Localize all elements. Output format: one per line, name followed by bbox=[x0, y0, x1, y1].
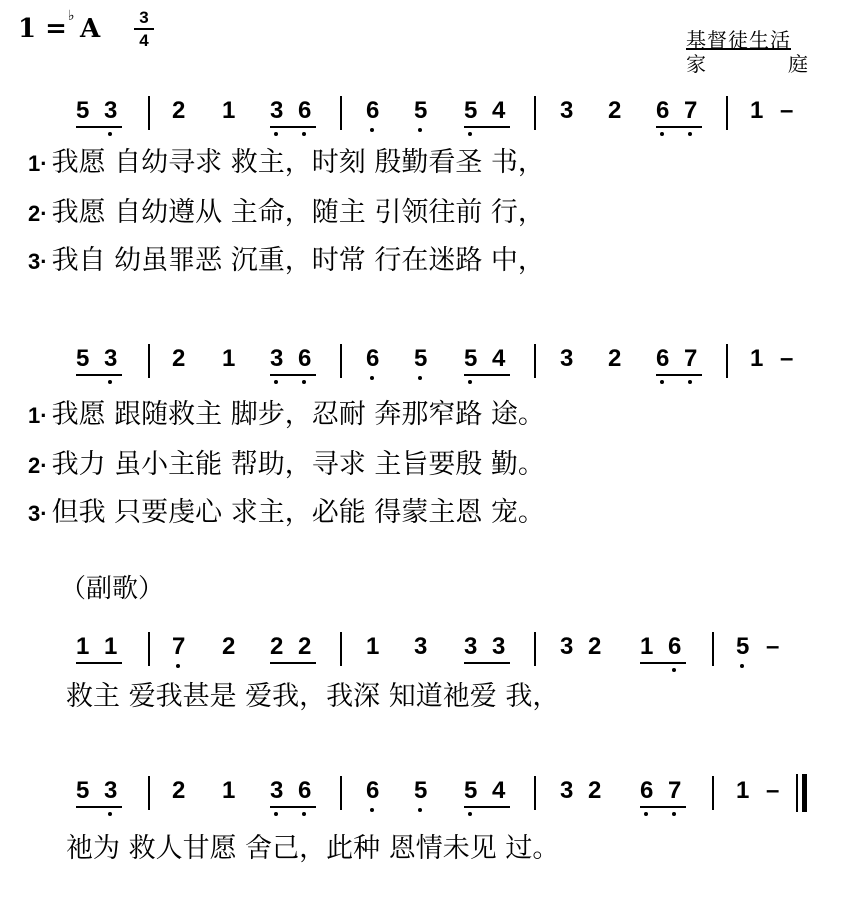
note: 3 bbox=[560, 633, 574, 660]
note: 5 bbox=[414, 345, 428, 372]
bar-line bbox=[534, 96, 536, 130]
lyric-text: 我愿 自幼遵从 主命，随主 引领往前 行， bbox=[51, 197, 545, 228]
bar-line bbox=[534, 344, 536, 378]
low-dot bbox=[644, 812, 648, 816]
note: 2 bbox=[172, 777, 186, 804]
note: 7 bbox=[684, 97, 698, 124]
beam bbox=[76, 806, 122, 808]
time-divider bbox=[134, 28, 154, 30]
music-line-2 bbox=[0, 344, 846, 384]
low-dot bbox=[370, 128, 374, 132]
note: 6 bbox=[656, 97, 670, 124]
dash: – bbox=[780, 97, 794, 124]
low-dot bbox=[660, 380, 664, 384]
note: 5 bbox=[76, 345, 90, 372]
note: 3 bbox=[560, 97, 574, 124]
note: 2 bbox=[172, 97, 186, 124]
source-title: 基督徒生活 bbox=[686, 28, 791, 52]
lyric-text: 我愿 跟随救主 脚步，忍耐 奔那窄路 途。 bbox=[51, 399, 545, 430]
low-dot bbox=[302, 812, 306, 816]
low-dot bbox=[468, 812, 472, 816]
key-prefix: 1 = bbox=[18, 14, 67, 44]
bar-line bbox=[148, 96, 150, 130]
note: 1 bbox=[76, 633, 90, 660]
note: 4 bbox=[492, 97, 506, 124]
source-credit bbox=[686, 28, 808, 76]
beam bbox=[640, 662, 686, 664]
verse-line: 1· 我愿 跟随救主 脚步，忍耐 奔那窄路 途。 bbox=[28, 399, 545, 430]
note: 3 bbox=[464, 633, 478, 660]
final-barline-thin bbox=[796, 774, 798, 812]
note: 2 bbox=[608, 345, 622, 372]
low-dot bbox=[672, 668, 676, 672]
note: 5 bbox=[76, 97, 90, 124]
low-dot bbox=[688, 380, 692, 384]
bar-line bbox=[534, 632, 536, 666]
lyric-text: 我力 虽小主能 帮助，寻求 主旨要殷 勤。 bbox=[51, 449, 545, 480]
beam bbox=[76, 662, 122, 664]
low-dot bbox=[302, 132, 306, 136]
note: 3 bbox=[560, 777, 574, 804]
note: 6 bbox=[366, 777, 380, 804]
bar-line bbox=[534, 776, 536, 810]
bar-line bbox=[340, 776, 342, 810]
note: 6 bbox=[366, 97, 380, 124]
note: 7 bbox=[668, 777, 682, 804]
final-barline-thick bbox=[802, 774, 807, 812]
note: 3 bbox=[104, 777, 118, 804]
note: 5 bbox=[464, 777, 478, 804]
verse-line: 2· 我愿 自幼遵从 主命，随主 引领往前 行， bbox=[28, 197, 545, 228]
note: 5 bbox=[464, 97, 478, 124]
note: 4 bbox=[492, 777, 506, 804]
chorus-label: （副歌） bbox=[60, 574, 165, 604]
low-dot bbox=[418, 376, 422, 380]
note: 7 bbox=[172, 633, 186, 660]
verse-line: 2· 我力 虽小主能 帮助，寻求 主旨要殷 勤。 bbox=[28, 449, 545, 480]
verse-number: 3 bbox=[28, 501, 41, 526]
beam bbox=[270, 126, 316, 128]
note: 5 bbox=[414, 97, 428, 124]
bar-line bbox=[148, 776, 150, 810]
note: 2 bbox=[270, 633, 284, 660]
note: 2 bbox=[222, 633, 236, 660]
beam bbox=[656, 374, 702, 376]
note: 3 bbox=[104, 345, 118, 372]
beam bbox=[270, 806, 316, 808]
note: 6 bbox=[640, 777, 654, 804]
lyric-text: 我愿 自幼寻求 救主，时刻 殷勤看圣 书， bbox=[51, 147, 545, 178]
verse-number: 1 bbox=[28, 151, 41, 176]
chorus-music-line-2 bbox=[0, 776, 846, 816]
lyric-text: 但我 只要虔心 求主，必能 得蒙主恩 宠。 bbox=[51, 497, 545, 528]
note: 1 bbox=[366, 633, 380, 660]
bar-line bbox=[726, 344, 728, 378]
chorus-music-line-1 bbox=[0, 632, 846, 672]
verse-number: 2 bbox=[28, 453, 41, 478]
verse-number: 3 bbox=[28, 249, 41, 274]
flat-sign: ♭ bbox=[68, 8, 75, 24]
note: 2 bbox=[588, 777, 602, 804]
verse-line: 1· 我愿 自幼寻求 救主，时刻 殷勤看圣 书， bbox=[28, 147, 545, 178]
key-letter: A bbox=[80, 14, 101, 44]
time-denominator: 4 bbox=[139, 31, 149, 50]
low-dot bbox=[274, 380, 278, 384]
beam bbox=[76, 374, 122, 376]
note: 3 bbox=[270, 777, 284, 804]
dash: – bbox=[766, 633, 780, 660]
note: 3 bbox=[270, 97, 284, 124]
note: 3 bbox=[492, 633, 506, 660]
low-dot bbox=[740, 664, 744, 668]
note: 1 bbox=[750, 97, 764, 124]
low-dot bbox=[108, 132, 112, 136]
note: 6 bbox=[668, 633, 682, 660]
lyric-text: 祂为 救人甘愿 舍己，此种 恩情未见 过。 bbox=[66, 833, 560, 864]
beam bbox=[640, 806, 686, 808]
beam bbox=[656, 126, 702, 128]
note: 2 bbox=[588, 633, 602, 660]
low-dot bbox=[418, 128, 422, 132]
lyric-text: 救主 爱我甚是 爱我，我深 知道祂爱 我， bbox=[66, 681, 560, 712]
bar-line bbox=[726, 96, 728, 130]
bar-line bbox=[712, 776, 714, 810]
beam bbox=[464, 662, 510, 664]
beam bbox=[464, 126, 510, 128]
bar-line bbox=[340, 632, 342, 666]
time-signature bbox=[134, 8, 154, 50]
low-dot bbox=[468, 380, 472, 384]
beam bbox=[76, 126, 122, 128]
low-dot bbox=[302, 380, 306, 384]
note: 2 bbox=[172, 345, 186, 372]
source-char-2: 庭 bbox=[788, 52, 808, 76]
low-dot bbox=[660, 132, 664, 136]
low-dot bbox=[176, 664, 180, 668]
note: 5 bbox=[76, 777, 90, 804]
note: 5 bbox=[464, 345, 478, 372]
note: 2 bbox=[608, 97, 622, 124]
low-dot bbox=[108, 380, 112, 384]
bar-line bbox=[340, 96, 342, 130]
time-numerator: 3 bbox=[139, 8, 149, 27]
note: 1 bbox=[222, 97, 236, 124]
note: 6 bbox=[298, 777, 312, 804]
note: 6 bbox=[298, 345, 312, 372]
note: 6 bbox=[298, 97, 312, 124]
note: 1 bbox=[640, 633, 654, 660]
chorus-line bbox=[66, 680, 559, 714]
verse-line: 3· 但我 只要虔心 求主，必能 得蒙主恩 宠。 bbox=[28, 497, 545, 528]
note: 5 bbox=[736, 633, 750, 660]
note: 4 bbox=[492, 345, 506, 372]
low-dot bbox=[688, 132, 692, 136]
beam bbox=[464, 806, 510, 808]
bar-line bbox=[148, 632, 150, 666]
low-dot bbox=[370, 376, 374, 380]
note: 5 bbox=[414, 777, 428, 804]
verse-number: 1 bbox=[28, 403, 41, 428]
lyric-text: 我自 幼虽罪恶 沉重，时常 行在迷路 中， bbox=[51, 245, 545, 276]
low-dot bbox=[274, 812, 278, 816]
verse-number: 2 bbox=[28, 201, 41, 226]
note: 3 bbox=[104, 97, 118, 124]
note: 3 bbox=[270, 345, 284, 372]
low-dot bbox=[108, 812, 112, 816]
beam bbox=[464, 374, 510, 376]
dash: – bbox=[780, 345, 794, 372]
beam bbox=[270, 374, 316, 376]
bar-line bbox=[340, 344, 342, 378]
low-dot bbox=[468, 132, 472, 136]
low-dot bbox=[370, 808, 374, 812]
low-dot bbox=[274, 132, 278, 136]
note: 1 bbox=[104, 633, 118, 660]
source-subtitle bbox=[686, 52, 808, 76]
music-line-1 bbox=[0, 96, 846, 136]
note: 3 bbox=[414, 633, 428, 660]
low-dot bbox=[418, 808, 422, 812]
note: 1 bbox=[750, 345, 764, 372]
note: 6 bbox=[366, 345, 380, 372]
chorus-line bbox=[66, 832, 559, 866]
beam bbox=[270, 662, 316, 664]
dash: – bbox=[766, 777, 780, 804]
verse-line: 3· 我自 幼虽罪恶 沉重，时常 行在迷路 中， bbox=[28, 245, 545, 276]
bar-line bbox=[712, 632, 714, 666]
note: 7 bbox=[684, 345, 698, 372]
key-signature bbox=[18, 14, 67, 44]
note: 3 bbox=[560, 345, 574, 372]
note: 1 bbox=[222, 777, 236, 804]
note: 1 bbox=[736, 777, 750, 804]
low-dot bbox=[672, 812, 676, 816]
note: 6 bbox=[656, 345, 670, 372]
note: 1 bbox=[222, 345, 236, 372]
bar-line bbox=[148, 344, 150, 378]
source-char-1: 家 bbox=[686, 52, 706, 76]
note: 2 bbox=[298, 633, 312, 660]
